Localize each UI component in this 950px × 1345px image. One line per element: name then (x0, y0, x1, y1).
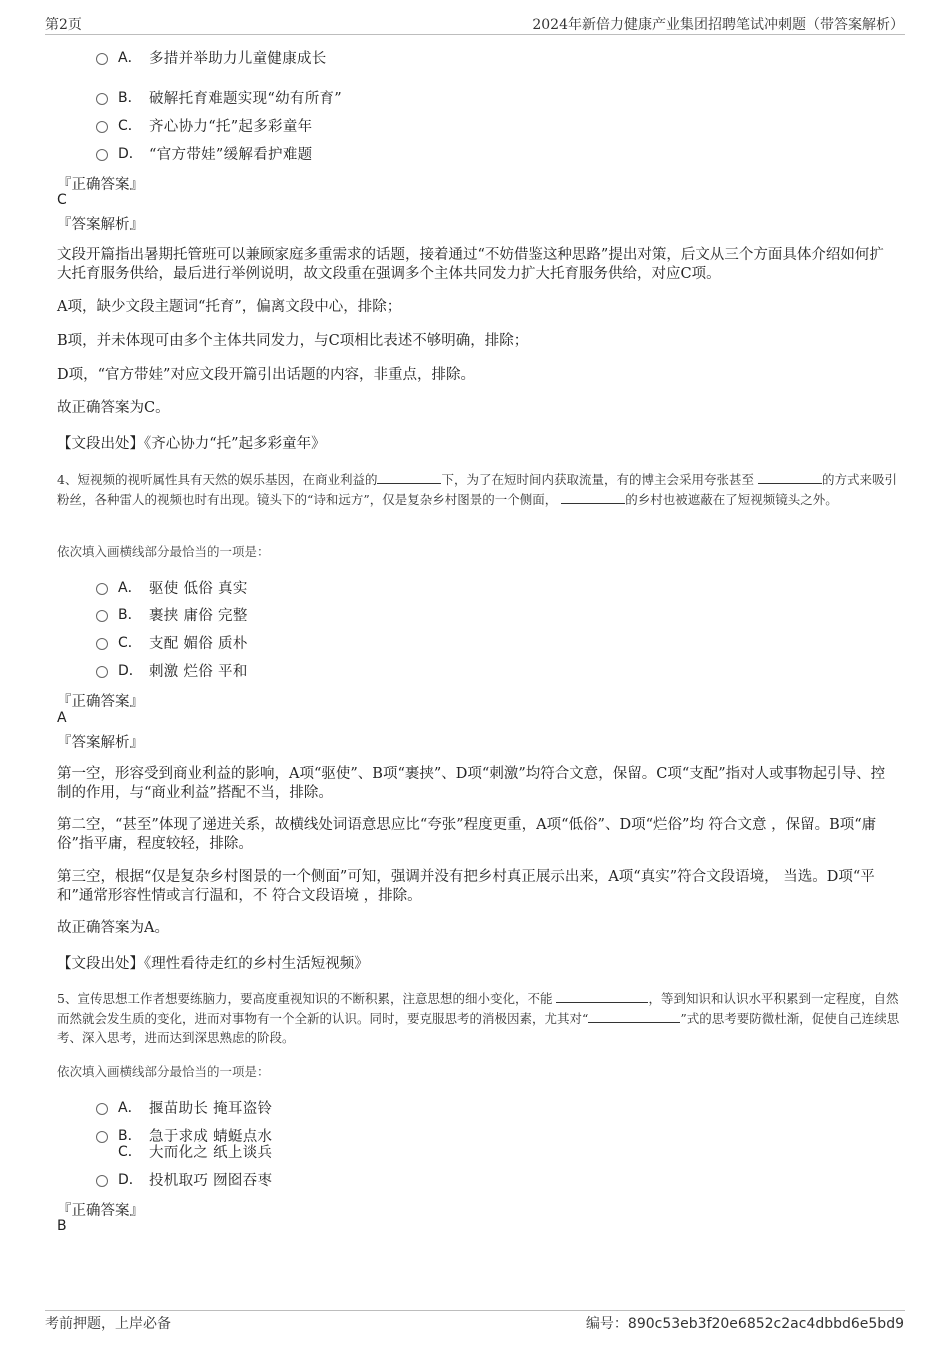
q4-option-a[interactable] (96, 576, 248, 598)
q4-analysis-paragraph: 第二空，“甚至”体现了递进关系，故横线处词语意思应比“夸张”程度更重，A项“低俗”、D项“烂俗”均 符合文意 ，保留。B项“庸俗”指平庸，程度较轻，排除。 (57, 817, 877, 852)
stem-text: 的乡村也被遮蔽在了短视频镜头之外。 (625, 491, 838, 507)
q4-analysis-paragraph: 第一空，形容受到商业利益的影响，A项“驱使”、B项“裹挟”、D项“刺激”均符合文意，保留。C项“支配”指对人或事物起引导、控制的作用，与“商业利益”搭配不当，排除。 (57, 766, 886, 801)
fill-blank (588, 1010, 680, 1023)
page-number: 第2页 (45, 17, 82, 33)
radio-icon[interactable] (96, 93, 108, 105)
stem-text: 的方式来吸引粉丝，各种雷人的视频也时有出现。镜头下的“诗和远方”，仅是复杂乡村图景的一个侧面， (57, 472, 897, 507)
fill-blank (556, 990, 648, 1003)
fill-blank (758, 471, 822, 484)
footer-slogan: 考前押题，上岸必备 (45, 1316, 171, 1332)
q4-option-d[interactable] (96, 659, 248, 681)
q4-answer-label: 『正确答案』 (57, 694, 144, 710)
stem-text: 5、宣传思想工作者想要练脑力，要高度重视知识的不断积累，注意思想的细小变化，不能 (57, 991, 553, 1006)
q3-analysis-paragraph: D项，“官方带娃”对应文段开篇引出话题的内容，非重点，排除。 (57, 367, 475, 383)
option-letter: A． (118, 50, 142, 66)
radio-icon[interactable] (96, 149, 108, 161)
option-letter: B． (118, 90, 142, 106)
q5-prompt: 依次填入画横线部分最恰当的一项是： (57, 1064, 270, 1079)
q3-source: 【文段出处】《齐心协力“托”起多彩童年》 (57, 436, 326, 452)
option-text: 大而化之 纸上谈兵 (149, 1144, 273, 1161)
q5-answer: B (57, 1218, 67, 1234)
code-value: 890c53eb3f20e6852c2ac4dbbd6e5bd9 (627, 1316, 904, 1332)
footer-code (586, 1313, 904, 1333)
q4-prompt: 依次填入画横线部分最恰当的一项是： (57, 544, 270, 559)
q5-option-d[interactable] (96, 1168, 272, 1190)
radio-icon[interactable] (96, 53, 108, 65)
stem-text: 下，为了在短时间内获取流量，有的博主会采用夸张甚至 (441, 472, 754, 487)
stem-text: ，等到知识和认识水平积累到一定程度，自然而然就会发生质的变化，进而对事物有一个全新的认识。同时，要克服思考的消极因素，尤其对“ (57, 991, 899, 1026)
q4-analysis-paragraph: 第三空，根据“仅是复杂乡村图景的一个侧面”可知，强调并没有把乡村真正展示出来，A项“真实”符合文段语境， 当选。D项“平和”通常形容性情或言行温和，不 符合文段语境 ，排除。 (57, 869, 875, 904)
fill-blank (561, 491, 625, 504)
radio-icon[interactable] (96, 638, 108, 650)
radio-icon[interactable] (96, 666, 108, 678)
option-letter: C． (118, 118, 142, 134)
q4-answer: A (57, 710, 67, 726)
option-text: 破解托育难题实现“幼有所育” (149, 90, 343, 107)
radio-icon[interactable] (96, 1175, 108, 1187)
option-text: 急于求成 蜻蜓点水 (149, 1128, 273, 1145)
option-letter: C． (118, 1144, 142, 1160)
option-text: 多措并举助力儿童健康成长 (149, 50, 327, 67)
q5-option-c[interactable] (96, 1140, 272, 1162)
option-text: 刺激 烂俗 平和 (149, 663, 248, 680)
option-letter: D． (118, 1172, 143, 1188)
radio-icon[interactable] (96, 583, 108, 595)
option-text: 驱使 低俗 真实 (149, 580, 248, 597)
option-text: 支配 媚俗 质朴 (149, 635, 248, 652)
q5-stem (57, 989, 902, 1048)
q5-answer-label: 『正确答案』 (57, 1203, 144, 1219)
q3-analysis-paragraph: B项，并未体现可由多个主体共同发力，与C项相比表述不够明确，排除； (57, 333, 529, 349)
q3-option-a[interactable] (96, 46, 327, 68)
stem-text: 4、短视频的视听属性具有天然的娱乐基因，在商业利益的 (57, 472, 378, 487)
q4-stem (57, 470, 902, 509)
q3-answer-label: 『正确答案』 (57, 177, 144, 193)
option-letter: B． (118, 607, 142, 623)
option-letter: C． (118, 635, 142, 651)
q4-analysis-label: 『答案解析』 (57, 735, 144, 751)
option-text: 揠苗助长 掩耳盗铃 (149, 1100, 273, 1117)
option-text: 裹挟 庸俗 完整 (149, 607, 248, 624)
q4-source: 【文段出处】《理性看待走红的乡村生活短视频》 (57, 956, 369, 972)
header-rule (45, 34, 905, 35)
code-label: 编号： (585, 1316, 628, 1332)
option-letter: D． (118, 146, 143, 162)
q3-analysis-paragraph: 故正确答案为C。 (57, 400, 170, 416)
option-text: 投机取巧 囫囵吞枣 (149, 1172, 273, 1189)
option-letter: A． (118, 1100, 142, 1116)
q3-option-c[interactable] (96, 114, 312, 136)
option-text: “官方带娃”缓解看护难题 (149, 146, 313, 163)
option-text: 齐心协力“托”起多彩童年 (149, 118, 313, 135)
q4-option-c[interactable] (96, 631, 248, 653)
q3-analysis-paragraph: A项，缺少文段主题词“托育”，偏离文段中心，排除； (57, 299, 402, 315)
stem-text: ”式的思考要防微杜渐，促使自己连续思考、深入思考，进而达到深思熟虑的阶段。 (57, 1010, 900, 1045)
q5-option-a[interactable] (96, 1096, 272, 1118)
option-letter: A． (118, 580, 142, 596)
footer-rule (45, 1310, 905, 1311)
q4-option-b[interactable] (96, 603, 248, 625)
document-title: 2024年新倍力健康产业集团招聘笔试冲刺题（带答案解析） (532, 17, 904, 33)
option-letter: B． (118, 1128, 142, 1144)
q3-answer: C (57, 192, 67, 208)
radio-icon[interactable] (96, 121, 108, 133)
q3-option-d[interactable] (96, 142, 312, 164)
radio-icon[interactable] (96, 610, 108, 622)
q4-analysis-paragraph: 故正确答案为A。 (57, 920, 169, 936)
fill-blank (377, 471, 441, 484)
option-letter: D． (118, 663, 143, 679)
q3-analysis-label: 『答案解析』 (57, 217, 144, 233)
q3-analysis-paragraph: 文段开篇指出暑期托管班可以兼顾家庭多重需求的话题，接着通过“不妨借鉴这种思路”提出对策，后文从三个方面具体介绍如何扩大托育服务供给，最后进行举例说明，故文段重在强调多个主体共同发力扩大托育服务供给，对应C项。 (57, 247, 884, 282)
q3-option-b[interactable] (96, 86, 342, 108)
radio-icon[interactable] (96, 1103, 108, 1115)
